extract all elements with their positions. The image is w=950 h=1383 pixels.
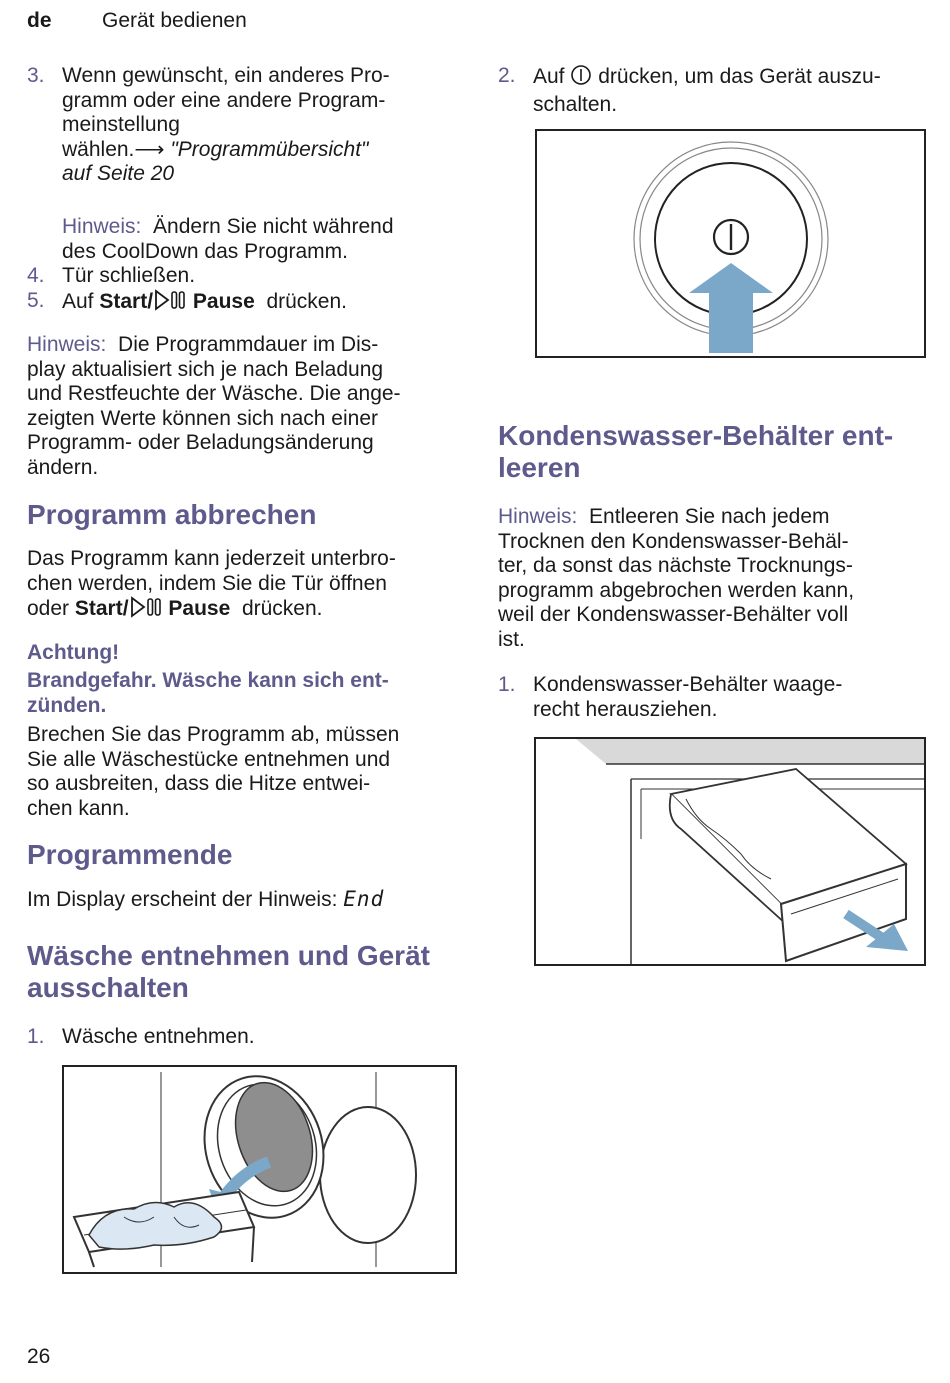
warning-subtitle xyxy=(27,669,467,718)
step-3-line-pre: wählen. xyxy=(62,137,135,161)
warning-body-line: Brechen Sie das Programm ab, müssen xyxy=(27,723,400,746)
step-2-pre: Auf xyxy=(533,65,565,88)
illustration-condensate-container xyxy=(534,737,926,966)
warning-body-line: Sie alle Wäschestücke entnehmen und xyxy=(27,747,391,771)
step-5-post: drücken. xyxy=(266,290,347,313)
section-title: Programm abbrechen xyxy=(27,499,317,530)
warning-body-line: chen kann. xyxy=(27,796,130,820)
hint-text: Die Programmdauer im Dis- xyxy=(118,333,379,356)
pause-button-label: Pause xyxy=(192,290,255,313)
hint-text: weil der Kondenswasser-Behälter voll xyxy=(498,603,849,627)
step-3-line xyxy=(62,138,462,163)
running-header: Gerät bedienen xyxy=(102,9,247,32)
program-end-text xyxy=(27,887,384,913)
hint-label: Hinweis: xyxy=(62,215,142,238)
hint-text: des CoolDown das Programm. xyxy=(62,239,348,263)
section-title-line: ausschalten xyxy=(27,972,189,1003)
cross-reference-page[interactable]: auf Seite 20 xyxy=(62,162,175,186)
step-3-line: meinstellung xyxy=(62,113,180,137)
hint-text: Entleeren Sie nach jedem xyxy=(589,505,830,528)
illustration-power-button xyxy=(535,129,926,358)
abort-pre: oder xyxy=(27,597,70,621)
hint-label: Hinweis: xyxy=(498,505,578,528)
abort-line xyxy=(27,596,467,625)
pause-button-label: Pause xyxy=(168,597,231,621)
play-pause-icon xyxy=(153,289,187,318)
hint-cooldown xyxy=(62,215,462,264)
step-text: Wäsche entnehmen. xyxy=(62,1025,255,1048)
step-text xyxy=(533,673,933,722)
step-number: 3. xyxy=(27,64,45,87)
warning-body xyxy=(27,723,467,821)
step-4-text: Tür schließen. xyxy=(62,264,196,287)
abort-post: drücken. xyxy=(241,597,323,621)
hint-label: Hinweis: xyxy=(27,333,107,356)
hint-text: ist. xyxy=(498,627,525,651)
section-title xyxy=(498,420,928,484)
start-button-label: Start/ xyxy=(99,290,154,313)
section-title-line: Wäsche entnehmen und Gerät xyxy=(27,940,430,971)
hint-text: Ändern Sie nicht während xyxy=(153,215,394,238)
step-3-text xyxy=(62,64,462,187)
step-3-line: gramm oder eine andere Program- xyxy=(62,88,386,112)
hint-text: Trocknen den Kondenswasser-Behäl- xyxy=(498,529,849,553)
hint-text: play aktualisiert sich je nach Beladung xyxy=(27,357,384,381)
hint-condensate xyxy=(498,505,928,653)
step-number: 2. xyxy=(498,64,516,87)
play-pause-icon xyxy=(129,596,163,625)
hint-text: ändern. xyxy=(27,455,99,479)
step-5-text xyxy=(62,289,347,318)
abort-text xyxy=(27,547,467,625)
step-number: 1. xyxy=(498,673,516,696)
step-number: 4. xyxy=(27,264,45,287)
power-icon xyxy=(570,64,592,93)
hint-program-duration xyxy=(27,333,467,481)
language-code: de xyxy=(27,9,52,32)
step-line: Kondenswasser-Behälter waage- xyxy=(533,673,843,696)
cross-reference-link[interactable]: "Programmübersicht" xyxy=(170,137,369,161)
step-line: recht herausziehen. xyxy=(533,697,718,721)
step-5-pre: Auf xyxy=(62,290,94,313)
hint-text: und Restfeuchte der Wäsche. Die ange- xyxy=(27,382,401,406)
warning-title: Achtung! xyxy=(27,641,120,664)
warning-line: Brandgefahr. Wäsche kann sich ent- xyxy=(27,669,389,692)
step-number: 1. xyxy=(27,1025,45,1048)
section-title xyxy=(27,940,467,1004)
display-end-readout: End xyxy=(343,887,385,911)
section-title-line: leeren xyxy=(498,452,581,483)
section-title: Programmende xyxy=(27,839,233,870)
page-number: 26 xyxy=(27,1345,51,1368)
hint-text: ter, da sonst das nächste Trocknungs- xyxy=(498,554,853,578)
arrow-icon: ⟶ xyxy=(134,137,165,161)
program-end-sentence: Im Display erscheint der Hinweis: xyxy=(27,888,338,911)
step-2-line: schalten. xyxy=(533,92,618,116)
warning-line: zünden. xyxy=(27,693,107,717)
warning-body-line: so ausbreiten, dass die Hitze entwei- xyxy=(27,772,371,796)
illustration-remove-laundry xyxy=(62,1065,457,1274)
step-2-post: drücken, um das Gerät auszu- xyxy=(598,65,881,88)
abort-line: Das Programm kann jederzeit unterbro- xyxy=(27,547,396,570)
start-button-label: Start/ xyxy=(74,597,129,621)
section-title-line: Kondenswasser-Behälter ent- xyxy=(498,420,894,451)
hint-text: zeigten Werte können sich nach einer xyxy=(27,406,378,430)
step-number: 5. xyxy=(27,289,45,312)
abort-line: chen werden, indem Sie die Tür öffnen xyxy=(27,571,387,595)
hint-text: programm abgebrochen werden kann, xyxy=(498,578,855,602)
hint-text: Programm- oder Beladungsänderung xyxy=(27,431,374,455)
step-3-line: Wenn gewünscht, ein anderes Pro- xyxy=(62,64,390,87)
step-2-text xyxy=(533,64,933,117)
